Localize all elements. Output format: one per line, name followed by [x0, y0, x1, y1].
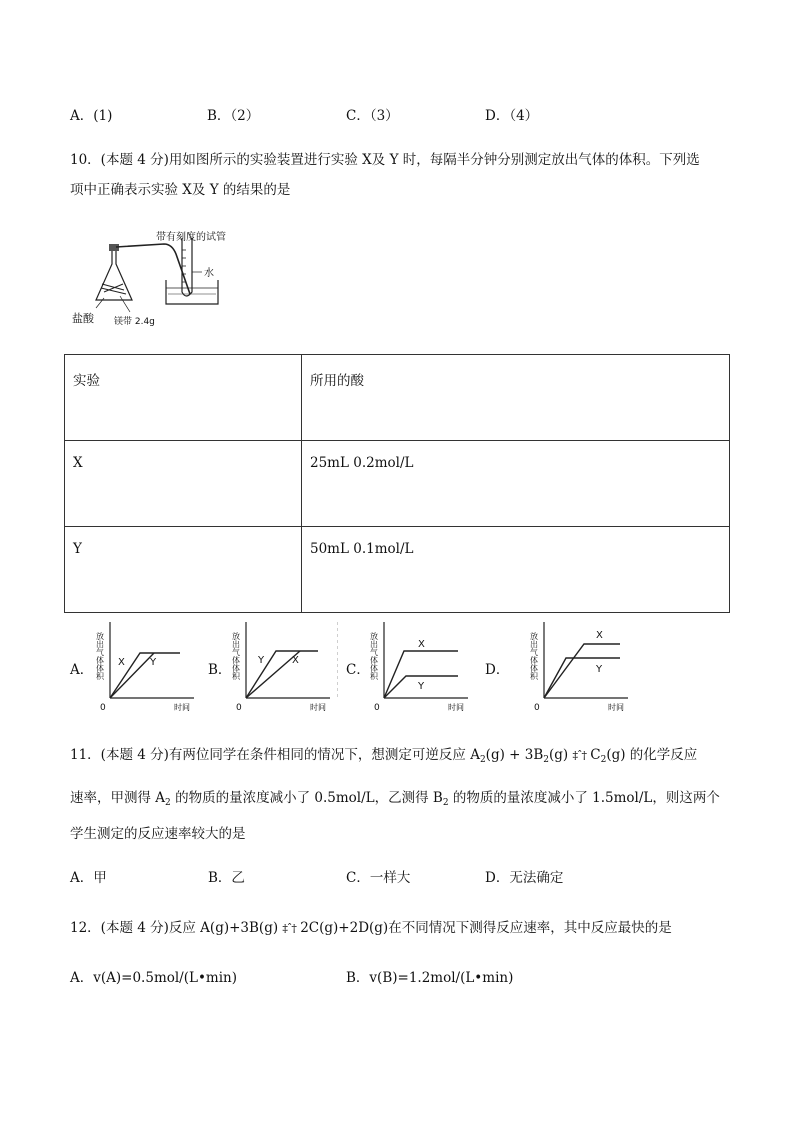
q11-eq-a: A: [470, 747, 480, 763]
x-axis-label: 时间: [448, 703, 464, 712]
q11-option-b: B．乙: [208, 870, 245, 886]
series-y-label: Y: [150, 657, 157, 668]
series-y-label: Y: [596, 664, 603, 675]
series-x-label: X: [596, 630, 603, 641]
q9-option-a: A．(1): [70, 108, 113, 124]
water-label: 水: [204, 268, 214, 279]
q10-graph-c: [366, 618, 476, 713]
q11-line2-sub: 2: [165, 798, 171, 808]
series-x-label: X: [118, 657, 125, 668]
tube-label: 带有刻度的试管: [156, 232, 226, 243]
q10-stem-line1: 10．(本题 4 分)用如图所示的实验装置进行实验 X及 Y 时，每隔半分钟分别测定放出气体的体积。下列选: [70, 152, 700, 168]
q11-eq-mid1: (g) + 3B: [485, 747, 544, 763]
q11-line2-sub2: 2: [442, 798, 449, 808]
q9-option-c: C．（3）: [346, 108, 399, 124]
q10-table: [64, 354, 730, 613]
acid-label: 盐酸: [72, 312, 94, 325]
graph-c-y-label-text: 放出气体体积: [369, 632, 379, 680]
q11-eq-mid2: (g): [549, 747, 569, 763]
q10-graph-d: [526, 618, 636, 713]
graph-d-y-label-text: 放出气体体积: [529, 632, 539, 680]
series-y-label: Y: [258, 655, 265, 666]
q11-option-c: C．一样大: [346, 870, 411, 886]
q12-stem: [70, 916, 672, 936]
q11-option-a: A．甲: [70, 870, 107, 886]
graph-c-y-label: [369, 631, 379, 681]
q11-line2-pre: 速率，甲测得 A: [70, 790, 166, 806]
series-x-label: X: [418, 639, 425, 650]
series-y-label: Y: [418, 681, 425, 692]
table-header-cell: 所用的酸: [302, 355, 730, 441]
table-header-cell: 实验: [65, 355, 302, 441]
q11-eq-sub-a: 2: [479, 755, 486, 765]
origin-label: 0: [534, 703, 540, 713]
q11-line2-post: 的物质的量浓度减小了 1.5mol/L，则这两个: [448, 790, 720, 806]
q9-option-b: B．（2）: [207, 108, 260, 124]
graph-a-y-label: [95, 631, 105, 681]
x-axis-label: 时间: [310, 703, 326, 712]
q11-line1-post: (g) 的化学反应: [606, 747, 698, 763]
origin-label: 0: [236, 703, 242, 713]
table-cell: X: [65, 441, 302, 527]
q10-graph-b: [228, 618, 338, 713]
q10-apparatus-diagram: [68, 222, 248, 332]
table-row: [65, 355, 730, 441]
q10-stem-line2: 项中正确表示实验 X及 Y 的结果的是: [70, 182, 291, 198]
graph-d-y-label: [529, 631, 539, 681]
graph-a-y-label-text: 放出气体体积: [95, 632, 105, 680]
mg-label: 镁带 2.4g: [114, 317, 155, 327]
q12-equilibrium-arrow: ‡ˆ†: [282, 922, 296, 935]
graph-b-y-label: [231, 631, 241, 681]
q10-graph-a: [92, 618, 202, 713]
table-cell: Y: [65, 527, 302, 613]
q11-equilibrium-arrow: ‡ˆ†: [572, 749, 586, 762]
table-cell: 25mL 0.2mol/L: [302, 441, 730, 527]
q11-option-d: D．无法确定: [485, 870, 564, 886]
q11-line1-pre: 11．(本题 4 分)有两位同学在条件相同的情况下，想测定可逆反应: [70, 747, 471, 763]
q11-line2-mid: 的物质的量浓度减小了 0.5mol/L，乙测得 B: [170, 790, 443, 806]
x-axis-label: 时间: [174, 703, 190, 712]
q11-stem-line3: 学生测定的反应速率较大的是: [70, 826, 246, 842]
q11-stem-line1: [70, 743, 697, 765]
q11-eq-sub-b: 2: [543, 755, 549, 765]
q11-eq-c: C: [585, 747, 601, 763]
q12-option-b: B．v(B)=1.2mol/(L•min): [346, 970, 514, 986]
origin-label: 0: [374, 703, 380, 713]
q10-graph-option-d: D．: [485, 662, 510, 678]
q12-line-pre: 12．(本题 4 分)反应 A(g)+3B(g): [70, 920, 279, 936]
q11-stem-line2: [70, 786, 720, 808]
graph-b-y-label-text: 放出气体体积: [231, 632, 241, 680]
table-row: [65, 527, 730, 613]
table-cell: 50mL 0.1mol/L: [302, 527, 730, 613]
q10-graph-option-a: A．: [70, 662, 94, 678]
x-axis-label: 时间: [608, 703, 624, 712]
table-row: [65, 441, 730, 527]
q12-option-a: A．v(A)=0.5mol/(L•min): [70, 970, 238, 986]
q12-line-post: 2C(g)+2D(g)在不同情况下测得反应速率，其中反应最快的是: [295, 920, 672, 936]
origin-label: 0: [100, 703, 106, 713]
series-x-label: X: [292, 655, 299, 666]
q10-graph-option-b: B．: [208, 662, 232, 678]
q9-option-d: D．（4）: [485, 108, 539, 124]
q11-eq-sub-c: 2: [600, 755, 607, 765]
q10-graph-option-c: C．: [346, 662, 370, 678]
